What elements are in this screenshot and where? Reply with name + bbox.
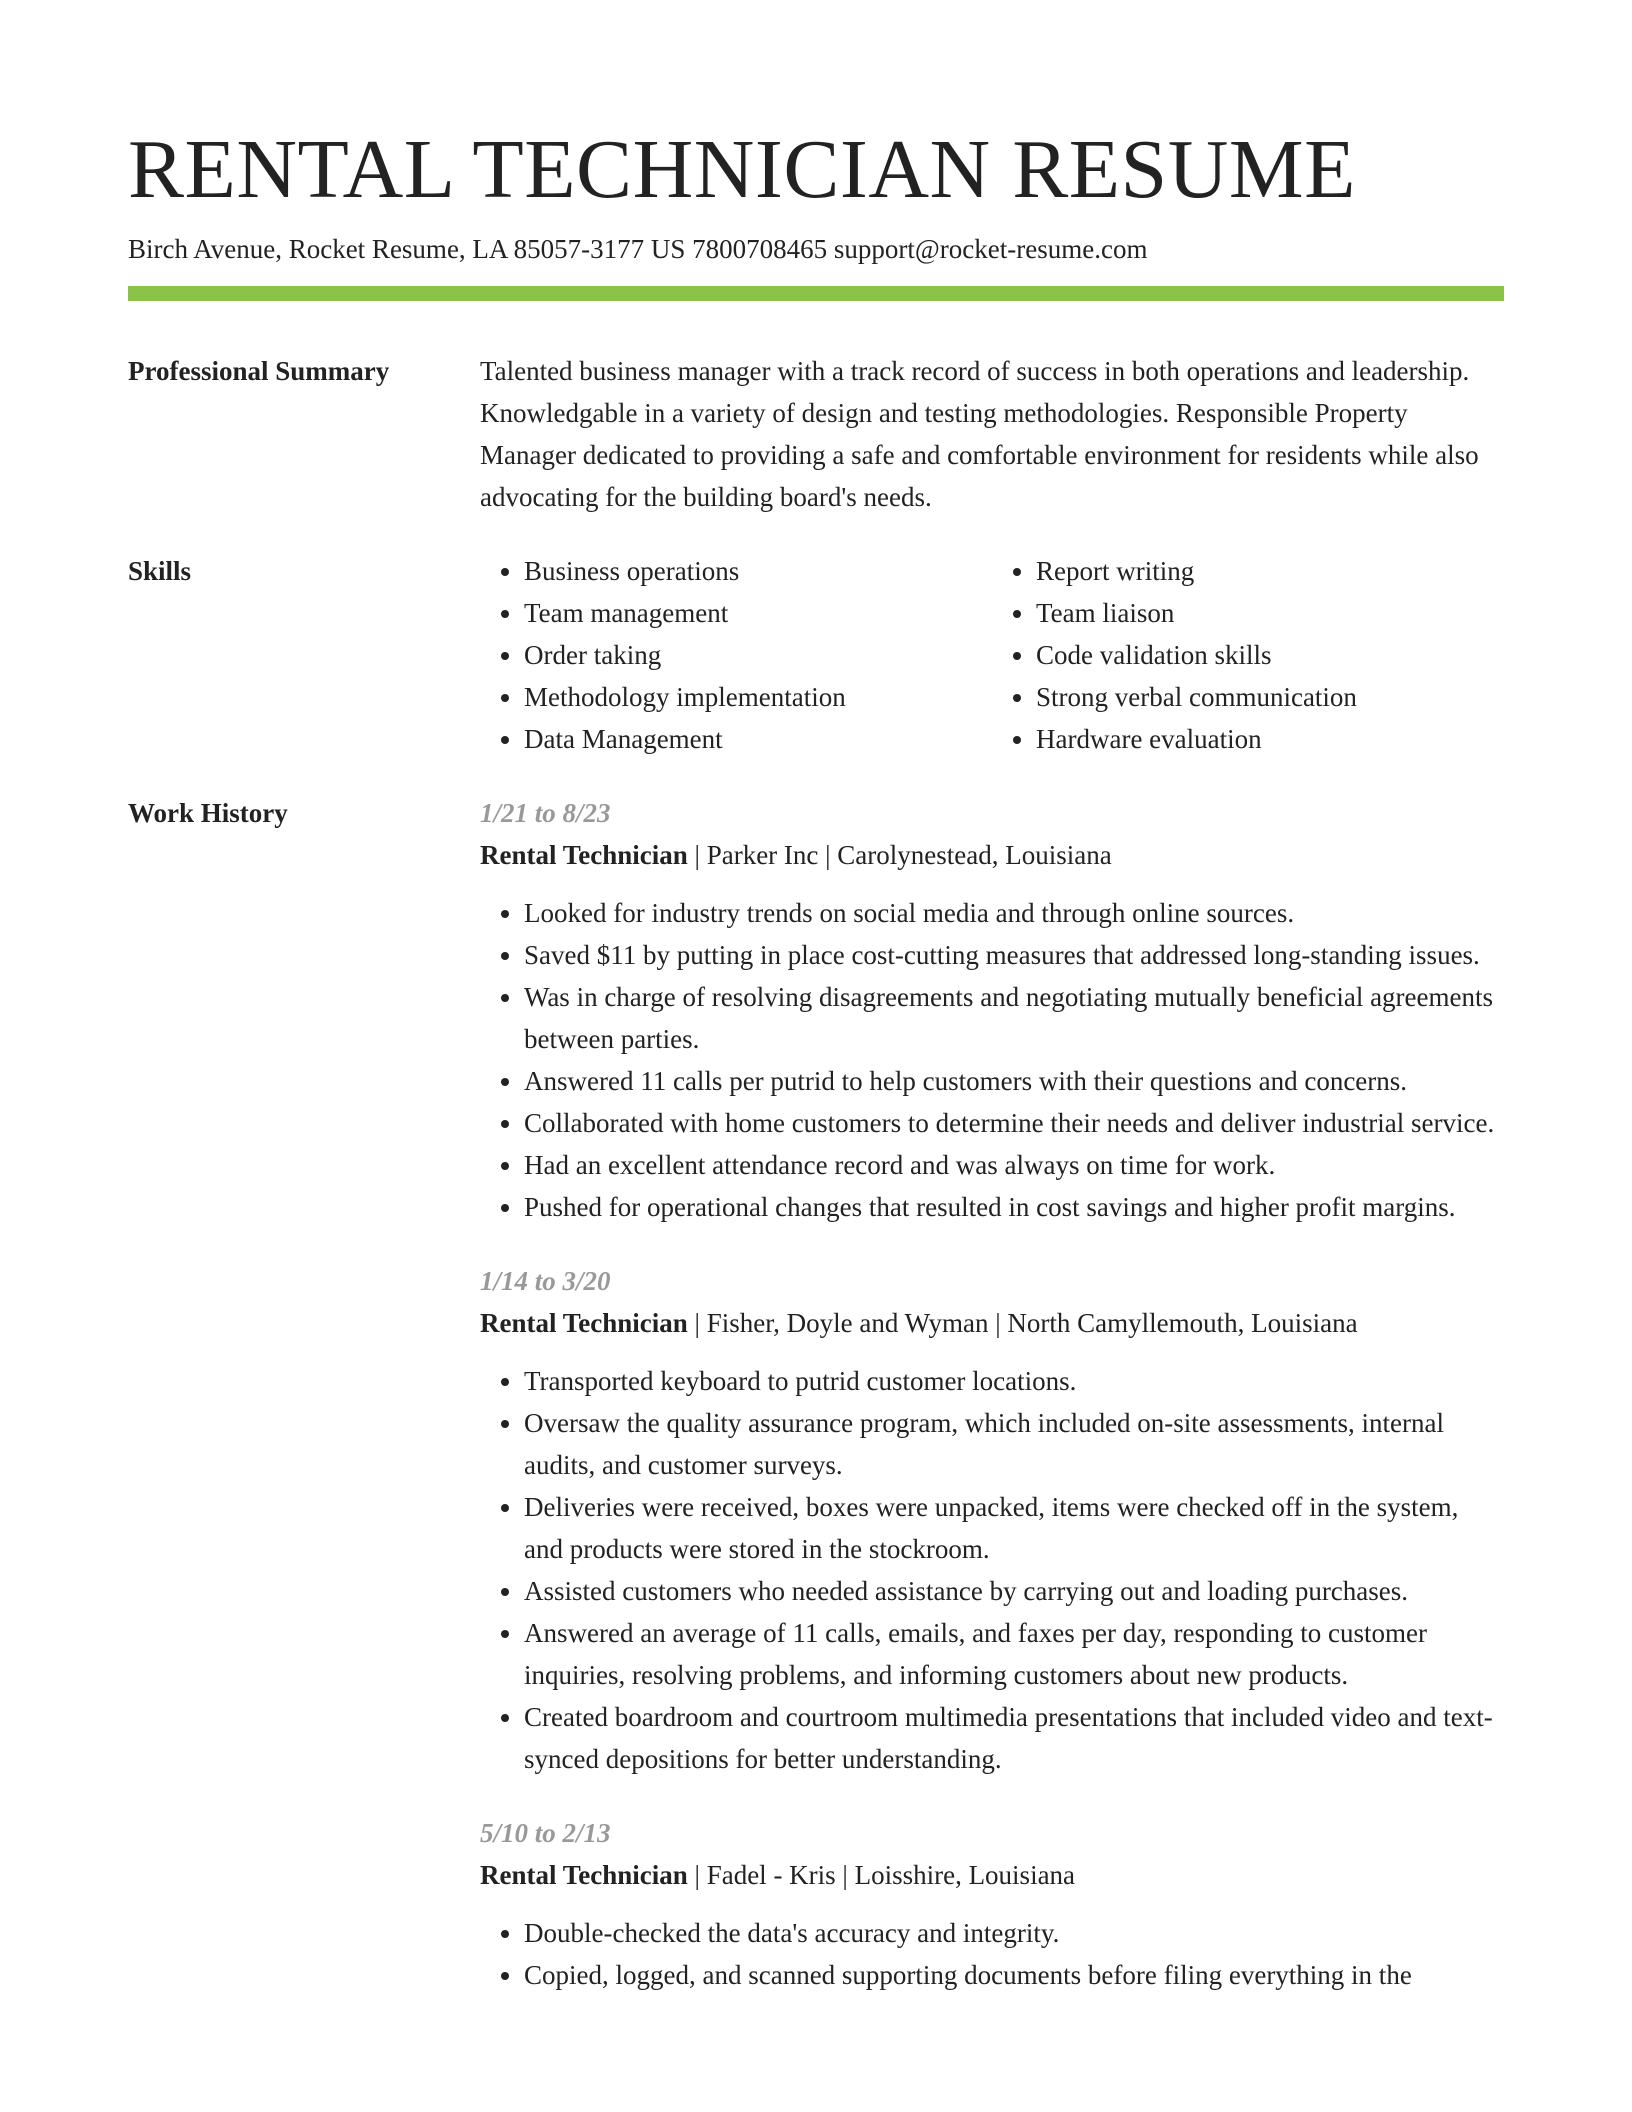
job-title: Rental Technician	[480, 1860, 688, 1890]
job-bullet: • Saved $11 by putting in place cost-cutting measures that addressed long-standing issues.	[524, 934, 1504, 976]
work-history-section	[128, 792, 1504, 2028]
skill-item: • Business operations	[524, 550, 992, 592]
job-bullet: • Assisted customers who needed assistance by carrying out and loading purchases.	[524, 1570, 1504, 1612]
job-details: | Parker Inc | Carolynestead, Louisiana	[687, 840, 1112, 870]
job-details: | Fisher, Doyle and Wyman | North Camyllemouth, Louisiana	[687, 1308, 1358, 1338]
job-details: | Fadel - Kris | Loisshire, Louisiana	[687, 1860, 1076, 1890]
job-entry	[480, 792, 1504, 1228]
skill-item: • Code validation skills	[1036, 634, 1504, 676]
skills-label: Skills	[128, 556, 192, 586]
job-entry	[480, 1260, 1504, 1780]
resume-body	[128, 350, 1504, 2060]
job-dates: 1/21 to 8/23	[480, 798, 611, 828]
skill-item: • Methodology implementation	[524, 676, 992, 718]
skill-item: • Data Management	[524, 718, 992, 760]
job-bullet: • Transported keyboard to putrid customer locations.	[524, 1360, 1504, 1402]
skill-item: • Team management	[524, 592, 992, 634]
skill-item: • Team liaison	[1036, 592, 1504, 634]
job-dates: 1/14 to 3/20	[480, 1266, 611, 1296]
job-bullets	[480, 1912, 1504, 1996]
contact-line: Birch Avenue, Rocket Resume, LA 85057-3177 US 7800708465 support@rocket-resume.com	[128, 234, 1148, 264]
job-bullet: • Double-checked the data's accuracy and integrity.	[524, 1912, 1504, 1954]
job-bullets	[480, 1360, 1504, 1780]
work-history-label: Work History	[128, 798, 288, 828]
skills-section	[128, 550, 1504, 760]
job-bullet: • Was in charge of resolving disagreements and negotiating mutually beneficial agreements between parties.	[524, 976, 1504, 1060]
job-bullet: • Had an excellent attendance record and was always on time for work.	[524, 1144, 1504, 1186]
summary-section	[128, 350, 1504, 518]
job-bullet: • Looked for industry trends on social media and through online sources.	[524, 892, 1504, 934]
skills-list-right	[992, 550, 1504, 760]
skill-item: • Report writing	[1036, 550, 1504, 592]
job-title-line	[480, 834, 1504, 876]
job-bullet: • Pushed for operational changes that resulted in cost savings and higher profit margins.	[524, 1186, 1504, 1228]
job-bullet: • Deliveries were received, boxes were unpacked, items were checked off in the system, and products were stored in the stockroom.	[524, 1486, 1504, 1570]
job-bullet: • Oversaw the quality assurance program, which included on-site assessments, internal audits, and customer surveys.	[524, 1402, 1504, 1486]
skill-item: • Hardware evaluation	[1036, 718, 1504, 760]
skill-item: • Order taking	[524, 634, 992, 676]
job-title-line	[480, 1302, 1504, 1344]
skill-item: • Strong verbal communication	[1036, 676, 1504, 718]
resume-title: RENTAL TECHNICIAN RESUME	[128, 123, 1356, 216]
job-title: Rental Technician	[480, 840, 688, 870]
job-bullet: • Answered 11 calls per putrid to help customers with their questions and concerns.	[524, 1060, 1504, 1102]
job-entry	[480, 1812, 1504, 1996]
accent-divider	[128, 286, 1504, 301]
job-bullet: • Copied, logged, and scanned supporting documents before filing everything in the	[524, 1954, 1504, 1996]
job-bullet: • Collaborated with home customers to determine their needs and deliver industrial service.	[524, 1102, 1504, 1144]
job-title: Rental Technician	[480, 1308, 688, 1338]
job-bullet: • Answered an average of 11 calls, emails, and faxes per day, responding to customer inquiries, resolving problems, and informing customers about new products.	[524, 1612, 1504, 1696]
summary-label: Professional Summary	[128, 356, 390, 386]
job-bullets	[480, 892, 1504, 1228]
skills-list-left	[480, 550, 992, 760]
summary-text: Talented business manager with a track record of success in both operations and leadership. Knowledgable in a variety of design and testing methodologies. Responsible Property Manager dedicated to providing a safe and comfortable environment for residents while also advocating for the building board's needs.	[480, 356, 1479, 512]
job-dates: 5/10 to 2/13	[480, 1818, 611, 1848]
job-title-line	[480, 1854, 1504, 1896]
job-bullet: • Created boardroom and courtroom multimedia presentations that included video and text-synced depositions for better understanding.	[524, 1696, 1504, 1780]
